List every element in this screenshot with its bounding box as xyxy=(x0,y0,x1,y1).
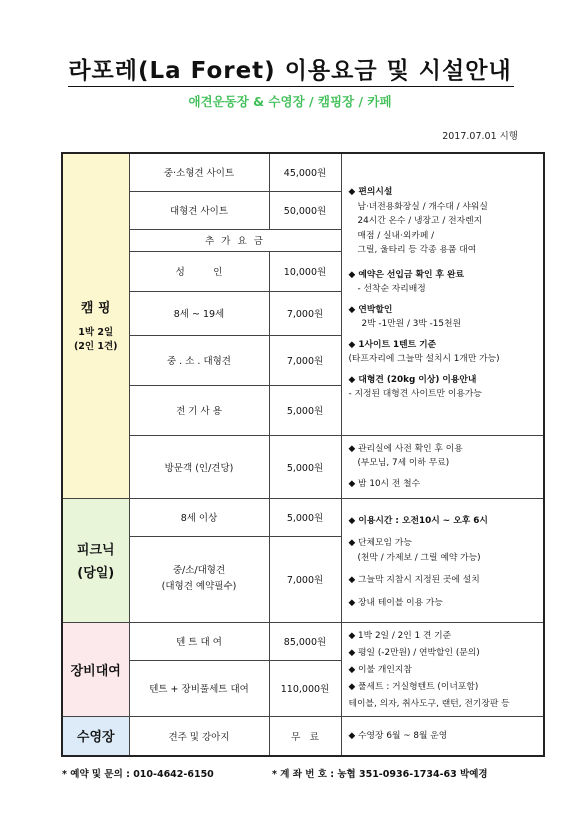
item-large-site: 대형견 사이트 xyxy=(129,191,269,229)
effective-date: 2017.07.01 시행 xyxy=(442,131,518,142)
camping-notes xyxy=(341,153,544,435)
item-dog: 중 . 소 . 대형견 xyxy=(129,335,269,385)
note-facilities: ◆ 편의시설 남·녀전용화장실 / 개수대 / 샤워실 24시간 온수 / 냉장고 / 전자렌지 매점 / 실내·외카페 / 그릴, 울타리 등 각종 용품 대여 xyxy=(348,187,488,255)
price-electricity: 5,000원 xyxy=(269,385,341,435)
note-reservation: ◆ 예약은 선입금 확인 후 완료 - 선착순 자리배정 xyxy=(348,269,465,294)
note-one-tent: ◆ 1사이트 1텐트 기준 (타프자리에 그늘막 설치시 1개만 가능) xyxy=(348,339,500,364)
note-multi-night-discount: ◆ 연박할인 2박 -1만원 / 3박 -15천원 xyxy=(348,304,461,329)
category-camping: 캠 핑 1박 2일 (2인 1견) xyxy=(62,153,129,498)
item-electricity: 전 기 사 용 xyxy=(129,385,269,435)
item-adult: 성 인 xyxy=(129,251,269,291)
price-large-site: 50,000원 xyxy=(269,191,341,229)
price-picnic-8plus: 5,000원 xyxy=(269,498,341,536)
item-full-set-rental: 텐트 + 장비풀세트 대여 xyxy=(129,660,269,716)
price-visitor: 5,000원 xyxy=(269,435,341,498)
page-subtitle: 애견운동장 & 수영장 / 캠핑장 / 카페 xyxy=(188,94,392,109)
price-dog: 7,000원 xyxy=(269,335,341,385)
pool-notes: ◆ 수영장 6월 ~ 8월 운영 xyxy=(341,716,544,756)
item-pool: 견주 및 강아지 xyxy=(129,716,269,756)
visitor-notes xyxy=(341,435,544,498)
item-picnic-dog: 중/소/대형견 (대형견 예약필수) xyxy=(129,536,269,622)
price-youth: 7,000원 xyxy=(269,291,341,335)
item-tent-rental: 텐 트 대 여 xyxy=(129,622,269,660)
page-title: 라포레(La Foret) 이용요금 및 시설안내 xyxy=(68,58,512,84)
category-rental: 장비대여 xyxy=(62,622,129,716)
note-shade-tent: ◆ 그늘막 지참시 지정된 곳에 설치 xyxy=(348,575,480,586)
category-picnic: 피크닉 (당일) xyxy=(62,498,129,622)
extra-fee-header: 추 가 요 금 xyxy=(129,229,341,251)
note-leave-by-10pm: ◆ 밤 10시 전 철수 xyxy=(348,478,421,489)
note-office-check: ◆ 관리실에 사전 확인 후 이용 (부모님, 7세 이하 무료) xyxy=(348,443,463,469)
note-large-dog: ◆ 대형견 (20kg 이상) 이용안내 - 지정된 대형견 사이트만 이용가능 xyxy=(348,374,482,399)
picnic-notes xyxy=(341,498,544,622)
price-adult: 10,000원 xyxy=(269,251,341,291)
item-picnic-8plus: 8세 이상 xyxy=(129,498,269,536)
item-small-medium-site: 중·소형견 사이트 xyxy=(129,153,269,191)
item-youth: 8세 ~ 19세 xyxy=(129,291,269,335)
price-small-medium-site: 45,000원 xyxy=(269,153,341,191)
fee-table xyxy=(61,152,545,757)
price-picnic-dog: 7,000원 xyxy=(269,536,341,622)
note-group: ◆ 단체모임 가능 (천막 / 가제보 / 그릴 예약 가능) xyxy=(348,538,481,563)
price-full-set-rental: 110,000원 xyxy=(269,660,341,716)
title-underline xyxy=(68,86,514,87)
item-visitor: 방문객 (인/견당) xyxy=(129,435,269,498)
price-pool: 무 료 xyxy=(269,716,341,756)
footer-contact: * 예약 및 문의 : 010-4642-6150 xyxy=(62,769,214,780)
note-tables: ◆ 장내 테이블 이용 가능 xyxy=(348,597,443,608)
footer-account: * 계 좌 번 호 : 농협 351-0936-1734-63 박예경 xyxy=(272,769,488,780)
rental-notes: ◆ 1박 2일 / 2인 1 견 기준 ◆ 평일 (-2만원) / 연박할인 (문의) ◆ 이불 개인지참 ◆ 풀세트 : 거실형텐트 (이너포함) 테이블, 의자, 취사도구, 랜턴, 전기장판 등 xyxy=(341,622,544,716)
note-hours: ◆ 이용시간 : 오전10시 ~ 오후 6시 xyxy=(348,515,488,526)
category-pool: 수영장 xyxy=(62,716,129,756)
price-tent-rental: 85,000원 xyxy=(269,622,341,660)
